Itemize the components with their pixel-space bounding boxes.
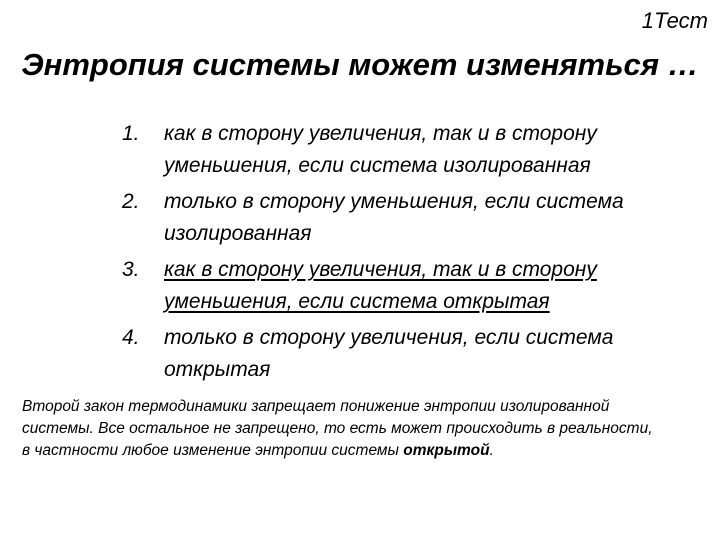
answer-option-number: 2. — [122, 190, 140, 213]
answer-option-number: 1. — [122, 122, 140, 145]
answer-option-text: как в сторону увеличения, так и в сторону уменьшения, если система изолированная — [164, 122, 597, 177]
answer-option-2 — [110, 186, 670, 250]
answer-option-number: 4. — [122, 326, 140, 349]
answer-option-1 — [110, 118, 670, 182]
test-number-label: 1Тест — [641, 8, 708, 33]
answer-options-list — [110, 118, 670, 390]
explanation-emphasis: открытой — [403, 442, 490, 459]
explanation-body: Второй закон термодинамики запрещает понижение энтропии изолированной системы. Все остальное не запрещено, то есть может происходить в реальности, в частности любое изменение энтропии системы — [22, 398, 653, 459]
answer-option-text: только в сторону увеличения, если система открытая — [164, 326, 614, 381]
answer-option-4 — [110, 322, 670, 386]
answer-option-3-correct — [110, 254, 670, 318]
explanation-text — [22, 396, 662, 462]
answer-option-text: как в сторону увеличения, так и в сторону уменьшения, если система открытая — [164, 258, 597, 313]
answer-option-number: 3. — [122, 258, 140, 281]
question-title: Энтропия системы может изменяться … — [21, 47, 699, 82]
explanation-end: . — [489, 442, 494, 459]
answer-option-text: только в сторону уменьшения, если система изолированная — [164, 190, 624, 245]
